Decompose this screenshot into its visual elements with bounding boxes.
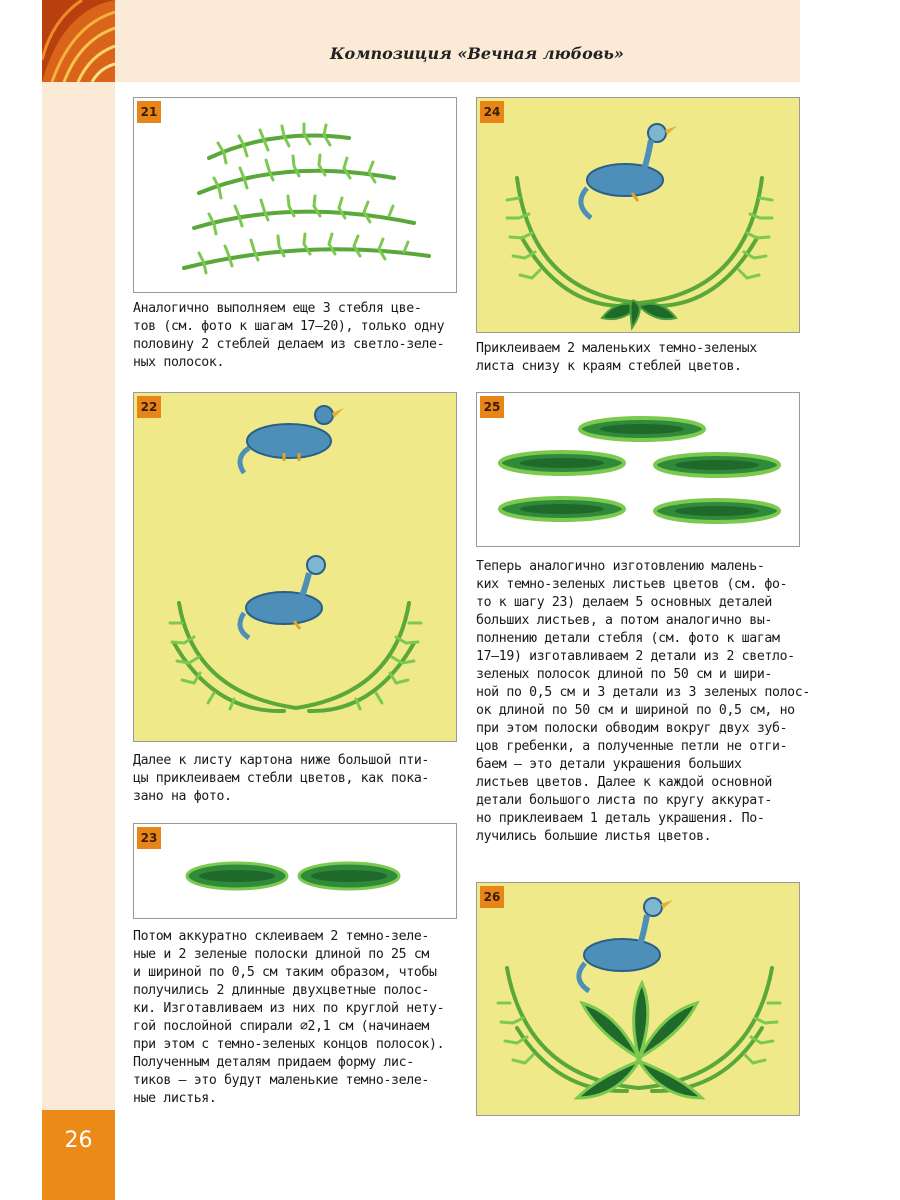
step-22-caption: [133, 752, 429, 806]
caption-line: ок длиной по 50 см и шириной по 0,5 см, но: [476, 703, 795, 718]
caption-line: полнению детали стебля (см. фото к шагам: [476, 631, 780, 646]
caption-line: цы приклеиваем стебли цветов, как пока-: [133, 771, 429, 786]
caption-line: больших листьев, а потом аналогично вы-: [476, 613, 772, 628]
caption-line: получились 2 длинные двухцветные полос-: [133, 983, 429, 998]
quilled-small-leaves-icon: [134, 824, 457, 919]
step-25-photo: [476, 392, 800, 547]
caption-line: ной по 0,5 см и 3 детали из 3 зеленых полос-: [476, 685, 810, 700]
step-21-photo: [133, 97, 457, 293]
page-number: 26: [64, 1128, 93, 1153]
caption-line: зеленых полосок длиной по 50 см и шири-: [476, 667, 772, 682]
caption-line: листа снизу к краям стеблей цветов.: [476, 359, 742, 374]
page-title: Композиция «Вечная любовь»: [330, 44, 624, 63]
page-number-band: [42, 1110, 115, 1200]
header-band: [115, 0, 800, 82]
caption-line: гой послойной спирали ∅2,1 см (начинаем: [133, 1019, 429, 1034]
step-25-caption: [476, 558, 810, 846]
step-23-badge: 23: [137, 827, 161, 849]
quilled-stems-icon: [134, 98, 457, 293]
caption-line: лучились большие листья цветов.: [476, 829, 712, 844]
caption-line: половину 2 стеблей делаем из светло-зеле-: [133, 337, 445, 352]
step-26-photo: [476, 882, 800, 1116]
caption-line: тиков — это будут маленькие темно-зеле-: [133, 1073, 429, 1088]
step-22-photo: [133, 392, 457, 742]
caption-line: но приклеиваем 1 деталь украшения. По-: [476, 811, 765, 826]
caption-line: Аналогично выполняем еще 3 стебля цве-: [133, 301, 422, 316]
caption-line: при этом с темно-зеленых концов полосок).: [133, 1037, 445, 1052]
step-23-photo: [133, 823, 457, 919]
caption-line: листьев цветов. Далее к каждой основной: [476, 775, 772, 790]
quilled-large-leaves-icon: [477, 393, 800, 547]
step-24-photo: [476, 97, 800, 333]
caption-line: Далее к листу картона ниже большой пти-: [133, 753, 429, 768]
step-24-caption: [476, 340, 757, 376]
corner-flower-decoration: [42, 0, 115, 82]
step-21-caption: [133, 300, 444, 372]
left-margin-strip: [42, 82, 115, 1200]
caption-line: ких темно-зеленых листьев цветов (см. фо-: [476, 577, 788, 592]
caption-line: Приклеиваем 2 маленьких темно-зеленых: [476, 341, 757, 356]
quilled-birds-stems-icon: [134, 393, 457, 742]
quilled-bird-wreath-icon: [477, 98, 800, 333]
caption-line: Потом аккуратно склеиваем 2 темно-зеле-: [133, 929, 429, 944]
quilled-bird-flower-icon: [477, 883, 800, 1116]
caption-line: то к шагу 23) делаем 5 основных деталей: [476, 595, 772, 610]
caption-line: цов гребенки, а полученные петли не отги-: [476, 739, 788, 754]
step-21-badge: 21: [137, 101, 161, 123]
caption-line: при этом полоски обводим вокруг двух зуб-: [476, 721, 788, 736]
step-26-badge: 26: [480, 886, 504, 908]
caption-line: баем — это детали украшения больших: [476, 757, 742, 772]
step-23-caption: [133, 928, 444, 1108]
caption-line: Полученным деталям придаем форму лис-: [133, 1055, 414, 1070]
caption-line: и шириной по 0,5 см таким образом, чтобы: [133, 965, 437, 980]
step-22-badge: 22: [137, 396, 161, 418]
caption-line: 17–19) изготавливаем 2 детали из 2 светло-: [476, 649, 795, 664]
caption-line: зано на фото.: [133, 789, 232, 804]
caption-line: ные листья.: [133, 1091, 217, 1106]
caption-line: ных полосок.: [133, 355, 225, 370]
step-25-badge: 25: [480, 396, 504, 418]
caption-line: детали большого листа по кругу аккурат-: [476, 793, 772, 808]
caption-line: ные и 2 зеленые полоски длиной по 25 см: [133, 947, 429, 962]
caption-line: ки. Изготавливаем из них по круглой нету-: [133, 1001, 445, 1016]
caption-line: тов (см. фото к шагам 17–20), только одну: [133, 319, 445, 334]
caption-line: Теперь аналогично изготовлению малень-: [476, 559, 765, 574]
step-24-badge: 24: [480, 101, 504, 123]
